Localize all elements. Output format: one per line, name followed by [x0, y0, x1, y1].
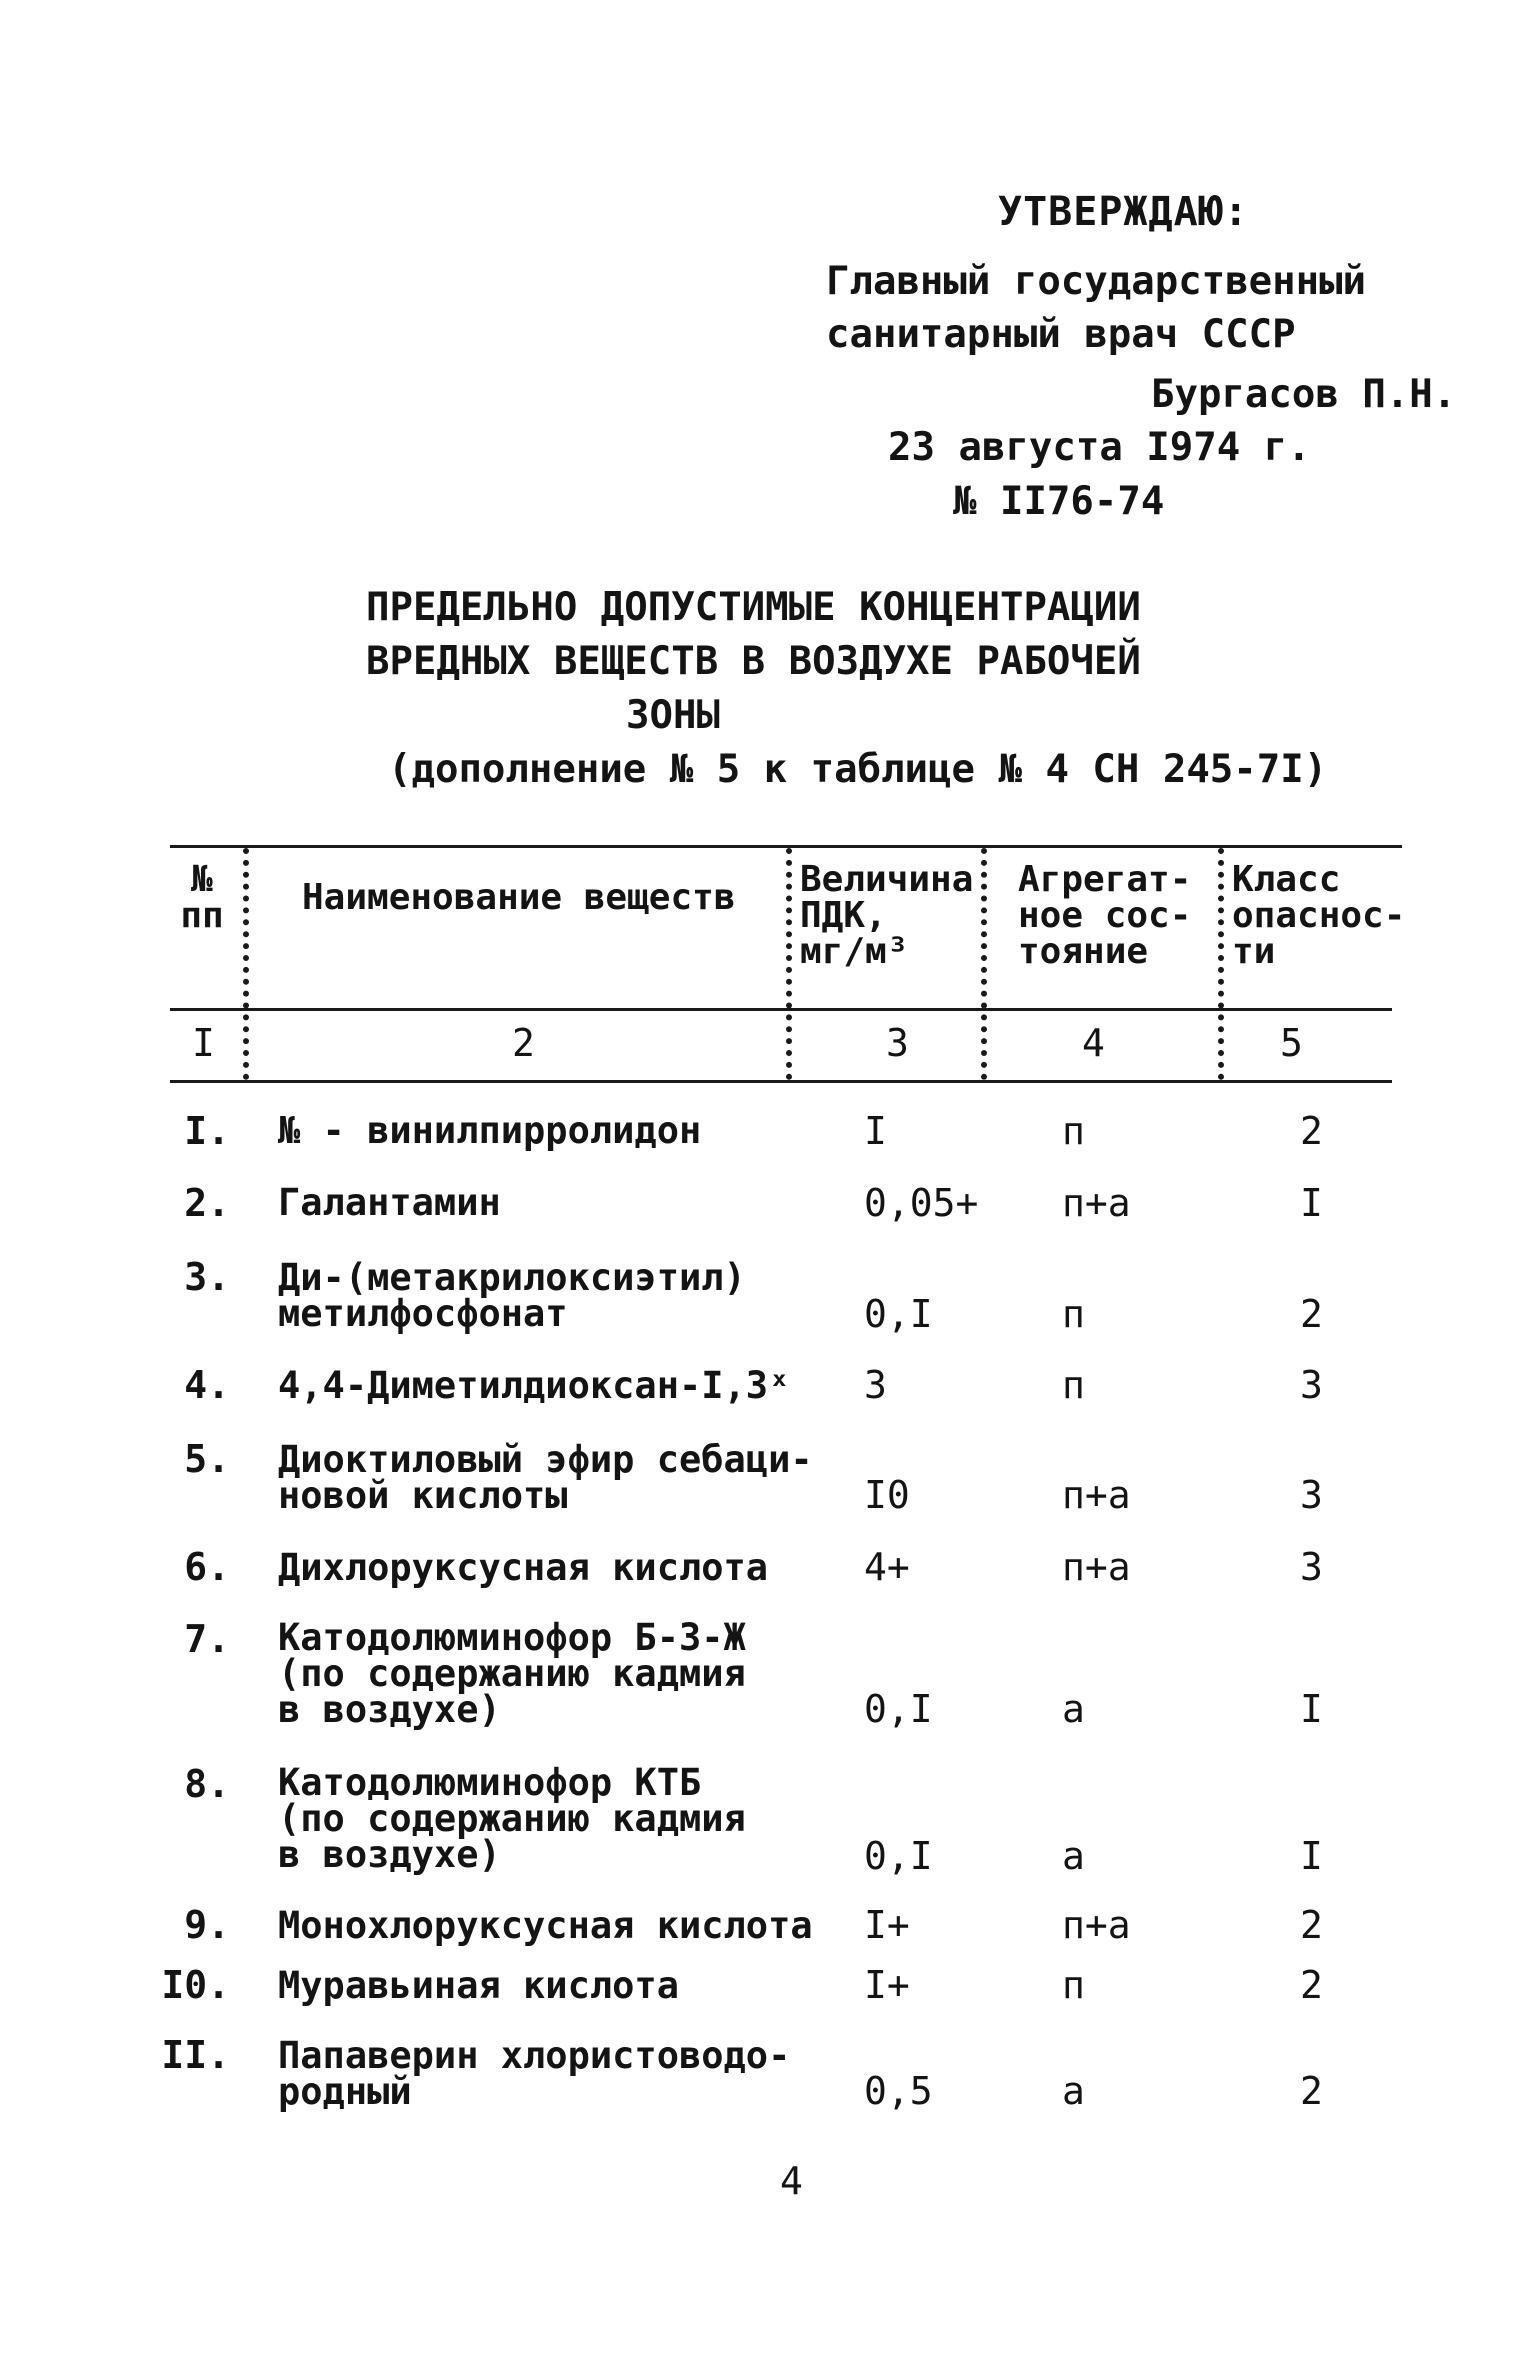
header-class: Класс опаснос- ти	[1232, 859, 1406, 972]
document-title-line2: ВРЕДНЫХ ВЕЩЕСТВ В ВОЗДУХЕ РАБОЧЕЙ	[366, 639, 1141, 684]
aggregate-state: п	[1062, 1292, 1085, 1336]
column-separator	[786, 848, 792, 1080]
pdk-value: I	[864, 1109, 887, 1153]
pdk-value: 0,5	[864, 2069, 933, 2113]
row-number: 4.	[184, 1363, 230, 1407]
hazard-class: 3	[1300, 1363, 1323, 1407]
column-number: 5	[1280, 1021, 1303, 1065]
hazard-class: 2	[1300, 1292, 1323, 1336]
approver-position-line1: Главный государственный	[826, 259, 1367, 304]
substance-name: Монохлоруксусная кислота	[278, 1904, 813, 1947]
row-number: 7.	[184, 1617, 230, 1661]
aggregate-state: п+а	[1062, 1903, 1131, 1947]
hazard-class: I	[1300, 1834, 1323, 1878]
substance-name: Папаверин хлористоводо- родный	[278, 2034, 791, 2113]
substance-name: Катодолюминофор КТБ (по содержанию кадмия в воздухе)	[278, 1761, 746, 1876]
pdk-value: 0,I	[864, 1834, 933, 1878]
hazard-class: 2	[1300, 1109, 1323, 1153]
column-number: 3	[886, 1021, 909, 1065]
substance-name: Дихлоруксусная кислота	[278, 1546, 769, 1589]
aggregate-state: п+а	[1062, 1181, 1131, 1225]
aggregate-state: п	[1062, 1109, 1085, 1153]
hazard-class: 2	[1300, 1963, 1323, 2007]
approval-date: 23 августа I974 г.	[888, 425, 1311, 470]
column-number: 4	[1082, 1021, 1105, 1065]
pdk-value: 0,05+	[864, 1181, 979, 1225]
aggregate-state: а	[1062, 2069, 1085, 2113]
hazard-class: 2	[1300, 2069, 1323, 2113]
aggregate-state: п	[1062, 1363, 1085, 1407]
substance-name: Муравьиная кислота	[278, 1964, 679, 2007]
document-title-line1: ПРЕДЕЛЬНО ДОПУСТИМЫЕ КОНЦЕНТРАЦИИ	[366, 585, 1141, 630]
table-colnum-rule	[170, 1080, 1392, 1083]
row-number: 3.	[184, 1255, 230, 1299]
hazard-class: 3	[1300, 1545, 1323, 1589]
substance-name: № - винилпирролидон	[278, 1109, 702, 1152]
hazard-class: I	[1300, 1687, 1323, 1731]
aggregate-state: а	[1062, 1687, 1085, 1731]
pdk-value: I+	[864, 1963, 910, 2007]
pdk-value: 0,I	[864, 1687, 933, 1731]
row-number: 2.	[184, 1181, 230, 1225]
row-number: II.	[161, 2033, 230, 2077]
pdk-value: 4+	[864, 1545, 910, 1589]
document-title-line3: ЗОНЫ	[626, 693, 720, 738]
page-number: 4	[780, 2159, 803, 2203]
aggregate-state: п+а	[1062, 1473, 1131, 1517]
substance-name: Катодолюминофор Б-3-Ж (по содержанию кадмия в воздухе)	[278, 1616, 746, 1731]
aggregate-state: п+а	[1062, 1545, 1131, 1589]
hazard-class: 3	[1300, 1473, 1323, 1517]
pdk-value: 3	[864, 1363, 887, 1407]
row-number: 9.	[184, 1903, 230, 1947]
hazard-class: I	[1300, 1181, 1323, 1225]
pdk-value: I0	[864, 1473, 910, 1517]
document-subtitle: (дополнение № 5 к таблице № 4 СН 245-7I)	[388, 747, 1328, 792]
column-separator	[1218, 848, 1224, 1080]
column-separator	[243, 848, 249, 1080]
row-number: I0.	[161, 1963, 230, 2007]
column-separator	[981, 848, 987, 1080]
approver-name: Бургасов П.Н.	[1151, 372, 1457, 417]
substance-name: Диоктиловый эфир себаци- новой кислоты	[278, 1438, 813, 1517]
approval-title: УТВЕРЖДАЮ:	[998, 189, 1249, 235]
aggregate-state: а	[1062, 1834, 1085, 1878]
substance-name: Галантамин	[278, 1181, 501, 1224]
approval-number: № II76-74	[953, 479, 1165, 524]
header-name: Наименование веществ	[302, 877, 736, 918]
header-pdk: Величина ПДК, мг/м³	[800, 859, 974, 972]
pdk-value: I+	[864, 1903, 910, 1947]
pdk-value: 0,I	[864, 1292, 933, 1336]
row-number: 6.	[184, 1545, 230, 1589]
table-header-rule	[170, 1008, 1392, 1011]
row-number: 8.	[184, 1762, 230, 1806]
row-number: I.	[184, 1109, 230, 1153]
hazard-class: 2	[1300, 1903, 1323, 1947]
column-number: I	[192, 1021, 215, 1065]
approver-position-line2: санитарный врач СССР	[826, 312, 1296, 357]
row-number: 5.	[184, 1437, 230, 1481]
header-num: № пп	[180, 859, 224, 936]
substance-name: 4,4-Диметилдиоксан-I,3ˣ	[278, 1364, 791, 1407]
aggregate-state: п	[1062, 1963, 1085, 2007]
column-number: 2	[512, 1021, 535, 1065]
header-state: Агрегат- ное сос- тояние	[1018, 859, 1192, 972]
substance-name: Ди-(метакрилоксиэтил) метилфосфонат	[278, 1256, 746, 1335]
